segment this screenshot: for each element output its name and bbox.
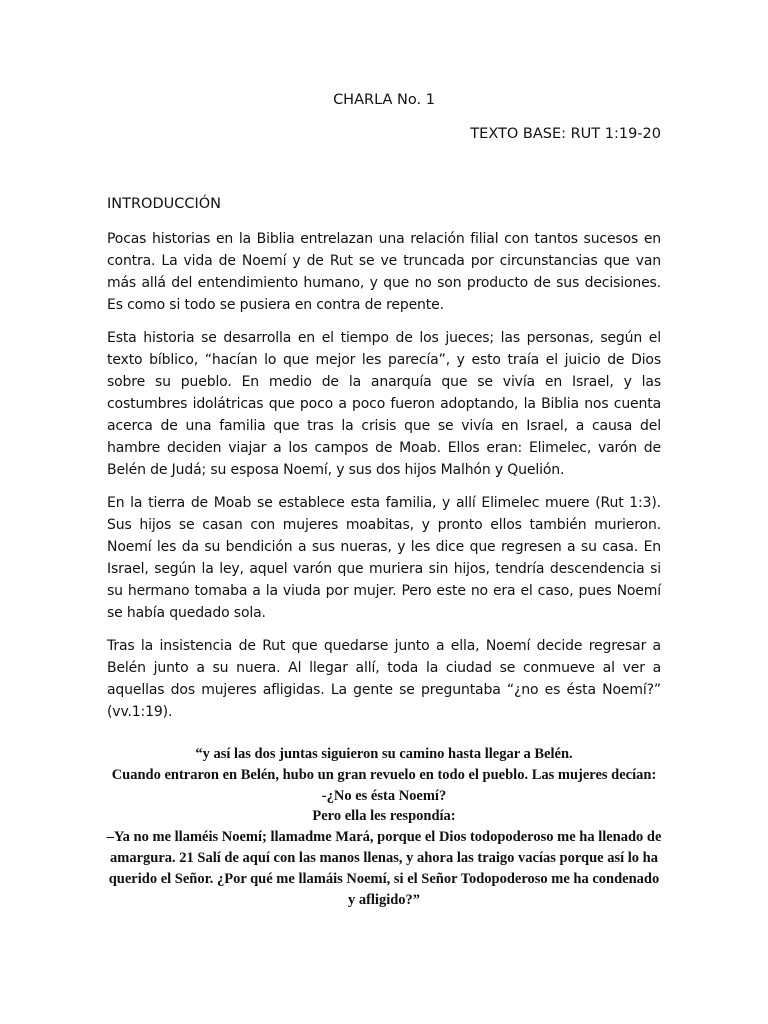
- paragraph: Tras la insistencia de Rut que quedarse junto a ella, Noemí decide regresar a Belén junto a su nuera. Al llegar allí, toda la ciudad se conmueve al ver a aquellas dos mujeres afligidas. La gente se preguntaba “¿no es ésta Noemí?” (vv.1:19).: [107, 638, 661, 720]
- quote-line: –Ya no me llaméis Noemí; llamadme Mará, porque el Dios todopoderoso me ha llenado de amargura. 21 Salí de aquí con las manos llenas, y ahora las traigo vacías porque así lo ha querido el Señor. ¿Por qué me llamáis Noemí, si el Señor Todopoderoso me ha condenado y afligido?”: [106, 829, 662, 908]
- quote-line: Cuando entraron en Belén, hubo un gran revuelo en todo el pueblo. Las mujeres decían:: [111, 766, 657, 783]
- document-title: CHARLA No. 1: [333, 92, 435, 108]
- quote-line: Pero ella les respondía:: [312, 808, 456, 825]
- body-text: [107, 228, 661, 734]
- quote-line: -¿No es ésta Noemí?: [321, 787, 447, 804]
- quote-line: “y así las dos juntas siguieron su camino hasta llegar a Belén.: [195, 746, 573, 762]
- bible-quote: [105, 744, 663, 910]
- paragraph: Pocas historias en la Biblia entrelazan una relación filial con tantos sucesos en contra. La vida de Noemí y de Rut se ve truncada por circunstancias que van más allá del entendimiento humano, y que no son producto de sus decisiones. Es como si todo se pusiera en contra de repente.: [107, 231, 661, 313]
- document-subtitle: TEXTO BASE: RUT 1:19-20: [470, 126, 661, 142]
- section-heading: INTRODUCCIÓN: [107, 196, 222, 212]
- paragraph: Esta historia se desarrolla en el tiempo de los jueces; las personas, según el texto bíblico, “hacían lo que mejor les parecía”, y esto traía el juicio de Dios sobre su pueblo. En medio de la anarquía que se vivía en Israel, y las costumbres idolátricas que poco a poco fueron adoptando, la Biblia nos cuenta acerca de una familia que tras la crisis que se vivía en Israel, a causa del hambre deciden viajar a los campos de Moab. Ellos eran: Elimelec, varón de Belén de Judá; su esposa Noemí, y sus dos hijos Malhón y Quelión.: [107, 330, 661, 478]
- paragraph: En la tierra de Moab se establece esta familia, y allí Elimelec muere (Rut 1:3). Sus hijos se casan con mujeres moabitas, y pronto ellos también murieron. Noemí les da su bendición a sus nueras, y les dice que regresen a su casa. En Israel, según la ley, aquel varón que muriera sin hijos, tendría descendencia si su hermano tomaba a la viuda por mujer. Pero este no era el caso, pues Noemí se había quedado sola.: [107, 495, 661, 621]
